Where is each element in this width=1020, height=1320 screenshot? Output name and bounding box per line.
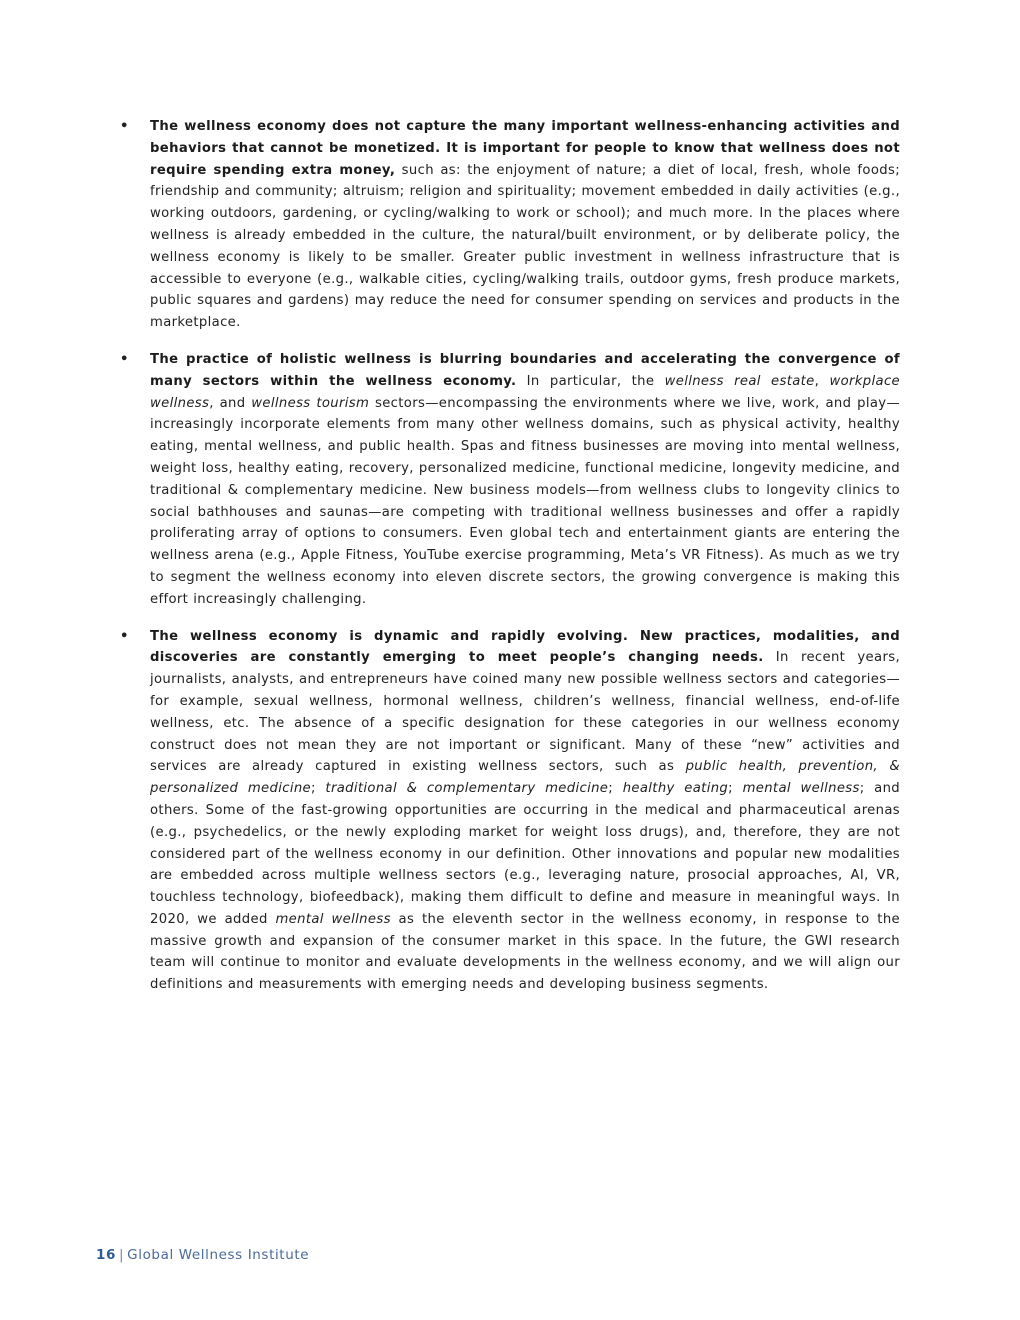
bullet-body-text: as the eleventh sector in the wellness economy, in response to the massive growth and expansion of the consumer market in this space. In the future, the GWI research team will continue to monitor and evaluate developments in the wellness economy, and we will align our definitions and measurements with emerging needs and developing business segments.: [150, 911, 900, 993]
sector-name: public health, prevention, & personalized medicine: [150, 759, 900, 797]
sector-name: mental wellness: [742, 781, 860, 797]
footer-organization: Global Wellness Institute: [127, 1247, 310, 1263]
bullet-item-convergence: [120, 349, 900, 611]
bullet-lead-text: The practice of holistic wellness is blurring boundaries and accelerating the convergence of many sectors within the wellness economy.: [150, 351, 900, 389]
sector-name: healthy eating: [622, 781, 729, 797]
bullet-lead-text: The wellness economy does not capture the many important wellness-enhancing activities and behaviors that cannot be monetized. It is important for people to know that wellness does not require spending extra money,: [150, 119, 900, 178]
bullet-body-text: ,: [814, 373, 830, 389]
bullet-item-evolving: [120, 626, 900, 997]
sector-name: wellness real estate: [664, 373, 815, 389]
bullet-body-text: In particular, the: [516, 373, 665, 389]
bullet-body-text: ; and others. Some of the fast-growing opportunities are occurring in the medical and pharmaceutical arenas (e.g., psychedelics, or the newly exploding market for weight loss drugs), and, therefore, they are not considered part of the wellness economy in our definition. Other innovations and popular new modalities are embedded across multiple wellness sectors (e.g., leveraging nature, prosocial approaches, AI, VR, touchless technology, biofeedback), making them difficult to define and measure in meaningful ways. In 2020, we added: [150, 781, 901, 927]
bullet-body-text: ;: [311, 781, 326, 797]
sector-name: mental wellness: [275, 911, 391, 927]
bullet-body-text: , and: [209, 395, 252, 411]
bullet-item-monetization: [120, 116, 900, 334]
bullet-marker: •: [120, 119, 129, 134]
bullet-body-text: such as: the enjoyment of nature; a diet of local, fresh, whole foods; friendship and community; altruism; religion and spirituality; movement embedded in daily activities (e.g., working outdoors, gardening, or cycling/walking to work or school); and much more. In the places where wellness is already embedded in the culture, the natural/built environment, or by deliberate policy, the wellness economy is likely to be smaller. Greater public investment in wellness infrastructure that is accessible to everyone (e.g., walkable cities, cycling/walking trails, outdoor gyms, fresh produce markets, public squares and gardens) may reduce the need for consumer spending on services and products in the marketplace.: [150, 162, 900, 331]
footer-separator: |: [119, 1247, 125, 1263]
page-number: 16: [96, 1247, 116, 1263]
sector-name: workplace wellness: [150, 373, 901, 411]
sector-name: wellness tourism: [251, 395, 370, 411]
bullet-marker: •: [120, 628, 129, 644]
bullet-body-text: ;: [608, 781, 623, 797]
bullet-body-text: ;: [728, 781, 743, 797]
bullet-lead-text: The wellness economy is dynamic and rapidly evolving. New practices, modalities, and discoveries are constantly emerging to meet people’s changing needs.: [150, 628, 900, 666]
bullet-marker: •: [120, 351, 129, 367]
sector-name: traditional & complementary medicine: [325, 781, 609, 797]
bullet-body-text: sectors—encompassing the environments where we live, work, and play—increasingly incorporate elements from many other wellness domains, such as physical activity, healthy eating, mental wellness, and public health. Spas and fitness businesses are moving into mental wellness, weight loss, healthy eating, recovery, personalized medicine, functional medicine, longevity medicine, and traditional & complementary medicine. New business models—from wellness clubs to longevity clinics to social bathhouses and saunas—are competing with traditional wellness businesses and offer a rapidly proliferating array of options to consumers. Even global tech and entertainment giants are entering the wellness arena (e.g., Apple Fitness, YouTube exercise programming, Meta’s VR Fitness). As much as we try to segment the wellness economy into eleven discrete sectors, the growing convergence is making this effort increasingly challenging.: [150, 395, 900, 607]
bullet-body-text: In recent years, journalists, analysts, and entrepreneurs have coined many new possible wellness sectors and categories—for example, sexual wellness, hormonal wellness, children’s wellness, financial wellness, end-of-life wellness, etc. The absence of a specific designation for these categories in our wellness economy construct does not mean they are not important or significant. Many of these “new” activities and services are already captured in existing wellness sectors, such as: [150, 650, 900, 775]
page-footer: [96, 1247, 309, 1263]
main-content: [120, 116, 900, 1011]
